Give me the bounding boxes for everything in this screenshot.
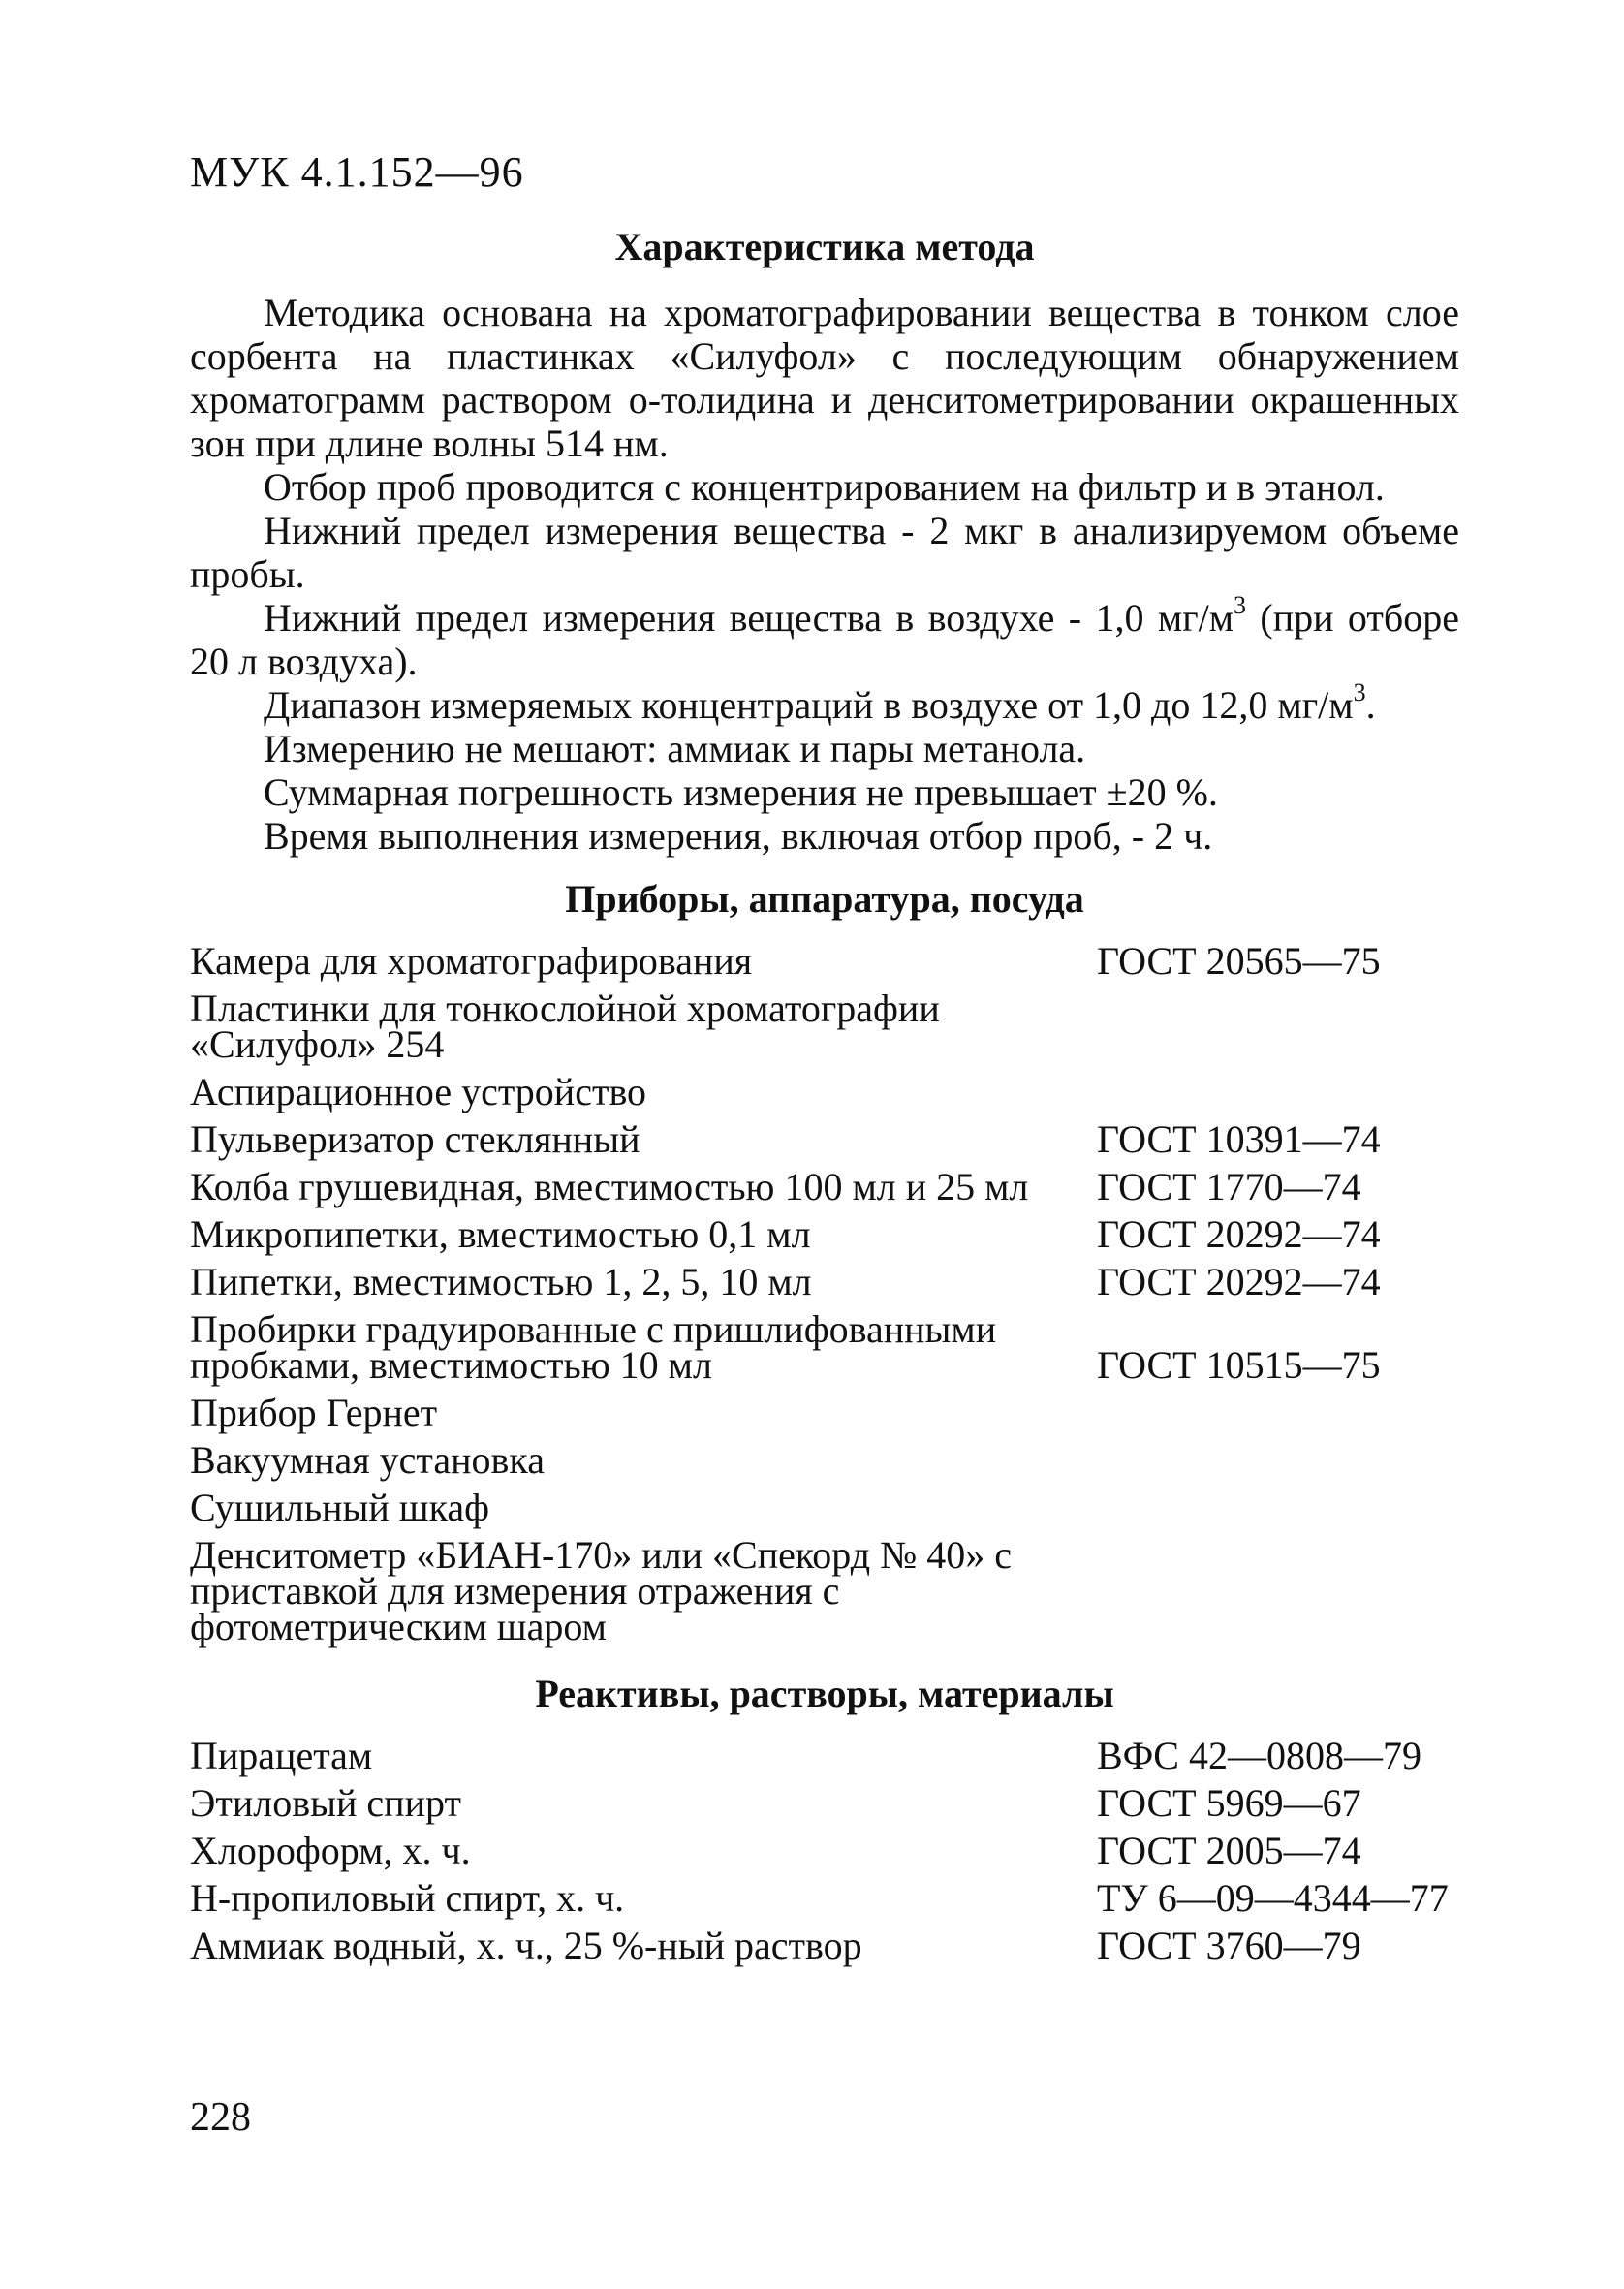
equipment-item [190, 1391, 1459, 1434]
equipment-name: Аспирационное устройство [190, 1070, 647, 1113]
equipment-name: Денситометр «БИАН-170» или «Спекорд № 40» с приставкой для измерения отражения с фотометрическим шаром [190, 1533, 1013, 1648]
equipment-item [190, 1117, 1459, 1161]
equipment-standard: ГОСТ 10515—75 [1097, 1343, 1381, 1387]
reagent-name: Н-пропиловый спирт, х. ч. [190, 1876, 625, 1920]
section-title-method: Характеристика метода [614, 225, 1035, 268]
reagent-item [190, 1829, 1459, 1872]
page-number: 228 [190, 2095, 251, 2140]
equipment-item [190, 1533, 1459, 1648]
range-text: Диапазон измеряемых концентраций в воздухе от 1,0 до 12,0 мг/м [264, 683, 1354, 727]
equipment-item [190, 1260, 1459, 1303]
document-page [190, 145, 1459, 1987]
equipment-item [190, 1486, 1459, 1529]
reagent-standard: ГОСТ 3760—79 [1097, 1924, 1361, 1967]
method-paragraph: Суммарная погрешность измерения не превышает ±20 %. [264, 770, 1218, 814]
method-paragraph: Измерению не мешают: аммиак и пары метанола. [264, 727, 1086, 770]
reagent-standard: ВФС 42—0808—79 [1097, 1734, 1421, 1777]
equipment-name: Камера для хроматографирования [190, 939, 753, 983]
equipment-standard: ГОСТ 20292—74 [1097, 1212, 1381, 1256]
equipment-name: Микропипетки, вместимостью 0,1 мл [190, 1212, 811, 1256]
reagent-name: Хлороформ, х. ч. [190, 1829, 471, 1872]
reagent-name: Этиловый спирт [190, 1781, 461, 1825]
reagent-item [190, 1734, 1459, 1777]
superscript: 3 [1353, 678, 1366, 706]
equipment-name: Пробирки градуированные с пришлифованными пробками, вместимостью 10 мл [190, 1307, 997, 1387]
reagent-item [190, 1781, 1459, 1825]
equipment-list [190, 939, 1459, 1648]
equipment-name: Колба грушевидная, вместимостью 100 мл и 25 мл [190, 1165, 1029, 1208]
equipment-standard: ГОСТ 20292—74 [1097, 1260, 1381, 1303]
equipment-name: Пульверизатор стеклянный [190, 1117, 640, 1161]
method-paragraph-range [190, 678, 1459, 727]
equipment-name: Пипетки, вместимостью 1, 2, 5, 10 мл [190, 1260, 812, 1303]
equipment-standard: ГОСТ 10391—74 [1097, 1117, 1381, 1161]
reagent-item [190, 1924, 1459, 1967]
equipment-item [190, 1307, 1459, 1387]
equipment-item [190, 987, 1459, 1066]
reagent-standard: ТУ 6—09—4344—77 [1097, 1876, 1449, 1920]
equipment-standard: ГОСТ 20565—75 [1097, 939, 1381, 983]
method-paragraph: Отбор проб проводится с концентрированием на фильтр и в этанол. [264, 465, 1385, 509]
section-title-equipment: Приборы, аппаратура, посуда [565, 877, 1084, 921]
reagent-standard: ГОСТ 2005—74 [1097, 1829, 1361, 1872]
equipment-item [190, 1070, 1459, 1113]
lower-limit-air-text: Нижний предел измерения вещества в воздухе - 1,0 мг/м [264, 596, 1234, 640]
reagent-name: Аммиак водный, х. ч., 25 %-ный раствор [190, 1924, 862, 1967]
equipment-name: Вакуумная установка [190, 1438, 545, 1482]
sampling-note: (при отборе 20 л воздуха). [190, 596, 1459, 683]
method-paragraph-lower-limit-air [190, 591, 1459, 683]
equipment-standard: ГОСТ 1770—74 [1097, 1165, 1361, 1208]
equipment-item [190, 939, 1459, 983]
equipment-name: Пластинки для тонкослойной хроматографии «Силуфол» 254 [190, 987, 940, 1066]
method-paragraph: Время выполнения измерения, включая отбор проб, - 2 ч. [264, 814, 1213, 858]
superscript: 3 [1234, 591, 1247, 619]
reagent-item [190, 1876, 1459, 1920]
equipment-name: Прибор Гернет [190, 1391, 438, 1434]
reagent-standard: ГОСТ 5969—67 [1097, 1781, 1361, 1825]
period: . [1365, 683, 1376, 727]
section-title-reagents: Реактивы, растворы, материалы [535, 1672, 1114, 1715]
method-paragraph: Нижний предел измерения вещества - 2 мкг в анализируемом объеме пробы. [190, 509, 1459, 596]
equipment-item [190, 1212, 1459, 1256]
equipment-name: Сушильный шкаф [190, 1486, 490, 1529]
equipment-item [190, 1438, 1459, 1482]
reagents-list [190, 1734, 1459, 1967]
method-paragraph: Методика основана на хроматографировании вещества в тонком слое сорбента на пластинках «Силуфол» с последующим обнаружением хроматограмм раствором о-толидина и денситометрировании окрашенных зон при длине волны 514 нм. [190, 291, 1459, 465]
equipment-item [190, 1165, 1459, 1208]
reagent-name: Пирацетам [190, 1734, 373, 1777]
running-head: МУК 4.1.152—96 [190, 148, 524, 196]
